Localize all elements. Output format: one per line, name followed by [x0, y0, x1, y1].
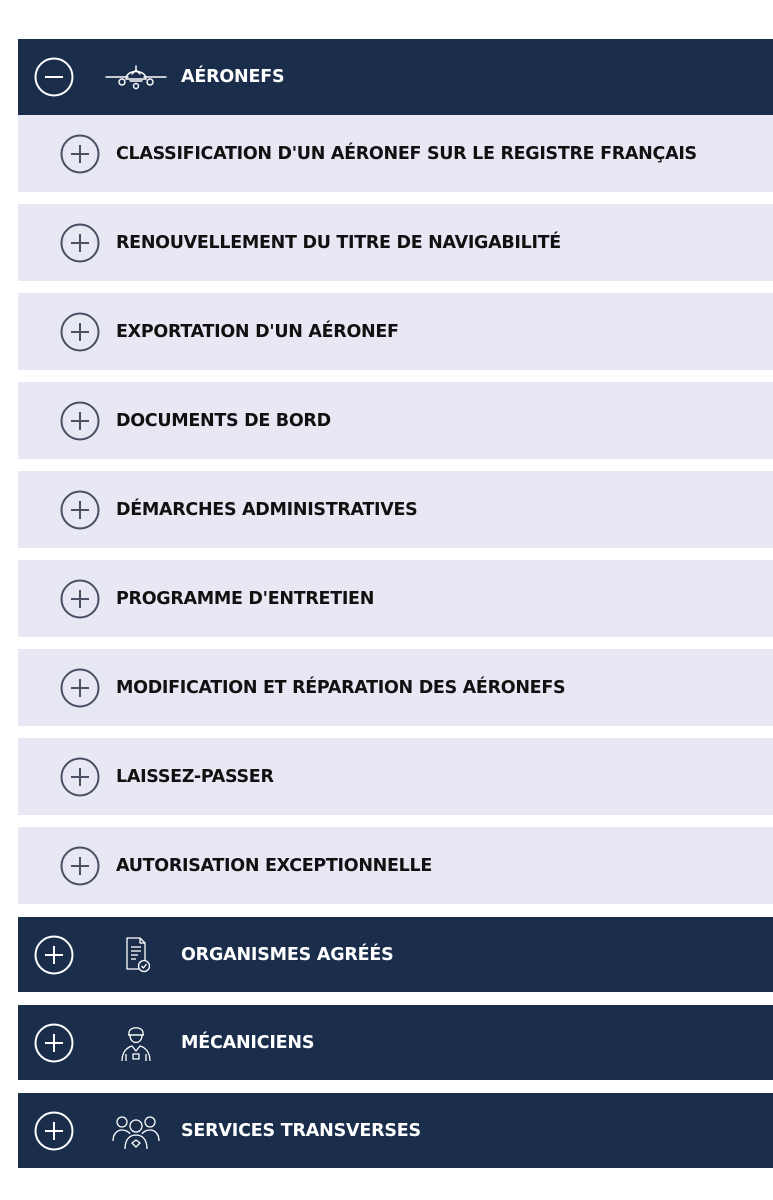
airplane-icon — [104, 55, 168, 99]
category-label: ORGANISMES AGRÉÉS — [181, 944, 394, 965]
plus-circle-icon[interactable] — [34, 1111, 74, 1151]
sub-item-label: LAISSEZ-PASSER — [116, 766, 274, 787]
plus-circle-icon[interactable] — [60, 668, 100, 708]
sub-item-classification[interactable] — [18, 115, 773, 192]
sub-item-renouvellement[interactable] — [18, 204, 773, 281]
sub-item-laissez-passer[interactable] — [18, 738, 773, 815]
sub-item-documents-de-bord[interactable] — [18, 382, 773, 459]
sub-item-demarches[interactable] — [18, 471, 773, 548]
category-header-aeronefs[interactable] — [18, 39, 773, 115]
plus-circle-icon[interactable] — [60, 490, 100, 530]
minus-circle-icon[interactable] — [34, 57, 74, 97]
sub-item-autorisation[interactable] — [18, 827, 773, 904]
category-label: SERVICES TRANSVERSES — [181, 1120, 421, 1141]
category-label: MÉCANICIENS — [181, 1032, 315, 1053]
plus-circle-icon[interactable] — [34, 935, 74, 975]
plus-circle-icon[interactable] — [34, 1023, 74, 1063]
sub-item-label: DÉMARCHES ADMINISTRATIVES — [116, 499, 418, 520]
mechanic-icon — [104, 1021, 168, 1065]
sub-item-modification[interactable] — [18, 649, 773, 726]
category-header-services[interactable] — [18, 1093, 773, 1168]
team-icon — [104, 1109, 168, 1153]
sub-item-label: RENOUVELLEMENT DU TITRE DE NAVIGABILITÉ — [116, 232, 561, 253]
certified-document-icon — [104, 933, 168, 977]
sub-item-label: MODIFICATION ET RÉPARATION DES AÉRONEFS — [116, 677, 566, 698]
sub-item-label: EXPORTATION D'UN AÉRONEF — [116, 321, 399, 342]
accordion — [18, 39, 773, 1168]
category-label: AÉRONEFS — [181, 67, 285, 87]
sub-item-programme-entretien[interactable] — [18, 560, 773, 637]
sub-item-label: PROGRAMME D'ENTRETIEN — [116, 588, 375, 609]
plus-circle-icon[interactable] — [60, 757, 100, 797]
plus-circle-icon[interactable] — [60, 401, 100, 441]
category-header-organismes[interactable] — [18, 917, 773, 992]
category-header-mecaniciens[interactable] — [18, 1005, 773, 1080]
sub-item-label: AUTORISATION EXCEPTIONNELLE — [116, 855, 433, 876]
plus-circle-icon[interactable] — [60, 579, 100, 619]
sub-item-label: CLASSIFICATION D'UN AÉRONEF SUR LE REGISTRE FRANÇAIS — [116, 143, 697, 164]
plus-circle-icon[interactable] — [60, 312, 100, 352]
sub-list-aeronefs — [18, 115, 773, 904]
plus-circle-icon[interactable] — [60, 134, 100, 174]
sub-item-exportation[interactable] — [18, 293, 773, 370]
sub-item-label: DOCUMENTS DE BORD — [116, 410, 331, 431]
plus-circle-icon[interactable] — [60, 846, 100, 886]
plus-circle-icon[interactable] — [60, 223, 100, 263]
